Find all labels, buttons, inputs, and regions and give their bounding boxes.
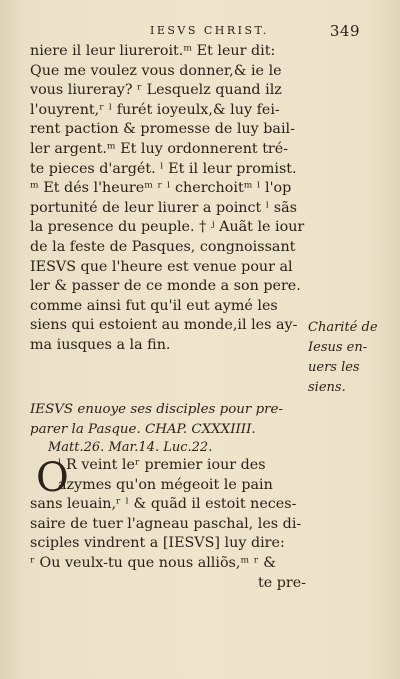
text-line: ᵐ Et dés l'heureᵐ ʳ ˡ cherchoitᵐ ˡ l'op (30, 180, 292, 197)
chapter-heading-line: IESVS enuoye ses disciples pour pre- (30, 402, 283, 417)
text-line: ler argent.ᵐ Et luy ordonnerent tré- (30, 140, 289, 157)
text-line: l'ouyrent,ʳ ˡ furét ioyeulx,& luy fei- (30, 101, 280, 118)
text-line: sans leuain,ʳ ˡ & quãd il estoit neces- (30, 496, 297, 513)
text-line: ʳ Ou veulx-tu que nous alliõs,ᵐ ʳ & (30, 554, 276, 571)
drop-cap: O (36, 455, 69, 501)
text-line: azymes qu'on mégeoit le pain (58, 476, 273, 493)
cross-references: Matt.26. Mar.14. Luc.22. (48, 440, 213, 455)
page-number: 349 (329, 22, 360, 40)
text-line: sciples vindrent a [IESVS] luy dire: (30, 535, 285, 552)
text-line: vous liureray? ʳ Lesquelz quand ilz (30, 82, 282, 99)
page-header (150, 22, 360, 42)
text-line: IESVS que l'heure est venue pour al (30, 258, 293, 275)
text-line: te pieces d'argét. ˡ Et il leur promist. (30, 160, 297, 177)
text-line: de la feste de Pasques, congnoissant (30, 238, 296, 255)
text-line: portunité de leur liurer a poinct ˡ sãs (30, 199, 297, 216)
margin-note-line: Charité de (308, 320, 378, 335)
running-title: IESVS CHRIST. (150, 24, 269, 37)
margin-note (308, 318, 384, 398)
chapter-heading (30, 400, 310, 439)
margin-note-line: Iesus en- (308, 340, 368, 355)
text-line: rent paction & promesse de luy bail- (30, 121, 295, 138)
text-line: ˡ R veint leʳ premier iour des (58, 457, 266, 473)
text-line: saire de tuer l'agneau paschal, les di- (30, 515, 302, 532)
margin-note-line: uers les (308, 360, 360, 375)
catchword: te pre- (257, 575, 306, 591)
text-line: comme ainsi fut qu'il eut aymé les (30, 297, 278, 314)
text-line: la presence du peuple. † ʲ Auãt le iour (30, 219, 305, 236)
text-line: siens qui estoient au monde,il les ay- (30, 317, 298, 334)
body-text (30, 42, 306, 356)
text-line: niere il leur liureroit.ᵐ Et leur dit: (30, 43, 276, 59)
text-line: Que me voulez vous donner,& ie le (30, 62, 282, 79)
chapter-body-text (30, 456, 306, 574)
text-line: ler & passer de ce monde a son pere. (30, 278, 301, 295)
chapter-heading-line: parer la Pasque. CHAP. CXXXIIII. (30, 421, 256, 437)
text-line: ma iusques a la fin. (30, 336, 171, 353)
margin-note-line: siens. (308, 380, 346, 395)
